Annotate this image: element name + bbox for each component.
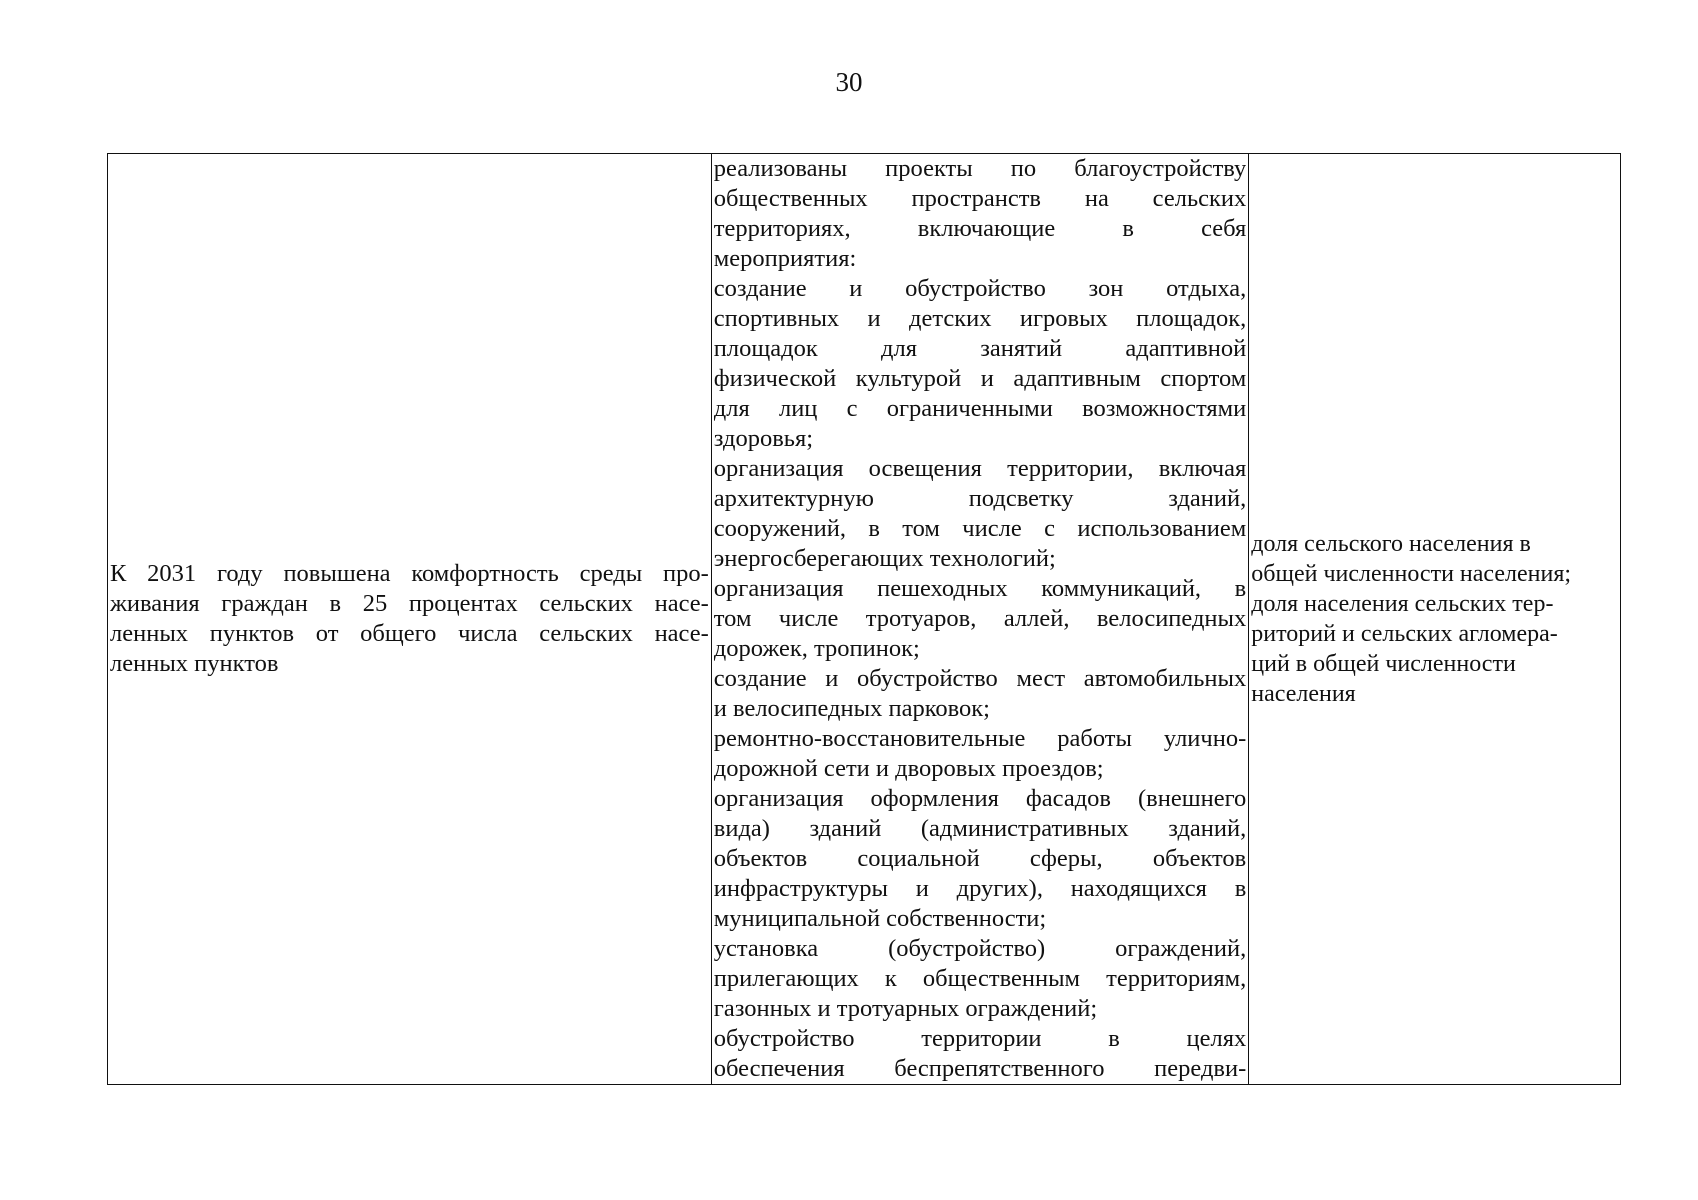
measures-text-line: и велосипедных парковок;	[713, 695, 990, 722]
measures-text-line: дорожной сети и дворовых проездов;	[713, 755, 1104, 782]
measures-text-line: организация пешеходных коммуникаций, в	[713, 575, 1247, 602]
measures-cell	[711, 154, 1248, 1085]
indicators-text-line: доля сельского населения в	[1251, 531, 1531, 557]
goal-text-line: живания граждан в 25 процентах сельских насе-	[110, 590, 709, 617]
measures-text-line: архитектурную подсветку зданий,	[713, 485, 1247, 512]
measures-text-line: муниципальной собственности;	[713, 905, 1047, 932]
goal-text-line: ленных пунктов	[110, 650, 279, 677]
measures-text-line: сооружений, в том числе с использованием	[713, 515, 1247, 542]
indicators-text-line: риторий и сельских агломера-	[1251, 621, 1558, 647]
measures-text-line: газонных и тротуарных ограждений;	[713, 995, 1098, 1022]
measures-text-line: объектов социальной сферы, объектов	[713, 845, 1247, 872]
table-row	[108, 154, 1621, 1085]
indicators-cell	[1249, 154, 1621, 1085]
measures-text-line: территориях, включающие в себя	[713, 215, 1247, 242]
indicators-text-line: населения	[1251, 681, 1356, 707]
page-number: 30	[835, 67, 863, 97]
measures-text-line: физической культурой и адаптивным спортом	[713, 365, 1247, 392]
measures-text-line: организация освещения территории, включая	[713, 455, 1247, 482]
measures-text-line: общественных пространств на сельских	[713, 185, 1247, 212]
indicators-text-line: доля населения сельских тер-	[1251, 591, 1554, 617]
measures-text-line: обустройство территории в целях	[713, 1025, 1247, 1052]
measures-text-line: создание и обустройство мест автомобильных	[713, 665, 1247, 692]
indicators-text-line: общей численности населения;	[1251, 561, 1572, 587]
measures-text-line: обеспечения беспрепятственного передви-	[713, 1055, 1247, 1082]
measures-text-line: для лиц с ограниченными возможностями	[713, 395, 1247, 422]
measures-text-line: дорожек, тропинок;	[713, 635, 920, 662]
measures-text-line: создание и обустройство зон отдыха,	[713, 275, 1247, 302]
measures-text-line: реализованы проекты по благоустройству	[713, 155, 1247, 182]
measures-text-line: вида) зданий (административных зданий,	[713, 815, 1247, 842]
measures-text-line: инфраструктуры и других), находящихся в	[713, 875, 1247, 902]
measures-text-line: здоровья;	[713, 425, 814, 452]
measures-text-line: прилегающих к общественным территориям,	[713, 965, 1247, 992]
measures-text-line: организация оформления фасадов (внешнего	[713, 785, 1247, 812]
measures-text-line: мероприятия:	[713, 245, 857, 272]
measures-text-line: ремонтно-восстановительные работы улично-	[713, 725, 1247, 752]
measures-text-line: энергосберегающих технологий;	[713, 545, 1056, 572]
measures-text-line: том числе тротуаров, аллей, велосипедных	[713, 605, 1247, 632]
goal-text-line: К 2031 году повышена комфортность среды про-	[110, 560, 709, 587]
document-table	[107, 153, 1621, 1085]
indicators-text-line: ций в общей численности	[1251, 651, 1516, 677]
measures-text-line: установка (обустройство) ограждений,	[713, 935, 1247, 962]
goal-text-line: ленных пунктов от общего числа сельских насе-	[110, 620, 709, 647]
measures-text-line: площадок для занятий адаптивной	[713, 335, 1247, 362]
goal-cell	[108, 154, 712, 1085]
measures-text-line: спортивных и детских игровых площадок,	[713, 305, 1247, 332]
